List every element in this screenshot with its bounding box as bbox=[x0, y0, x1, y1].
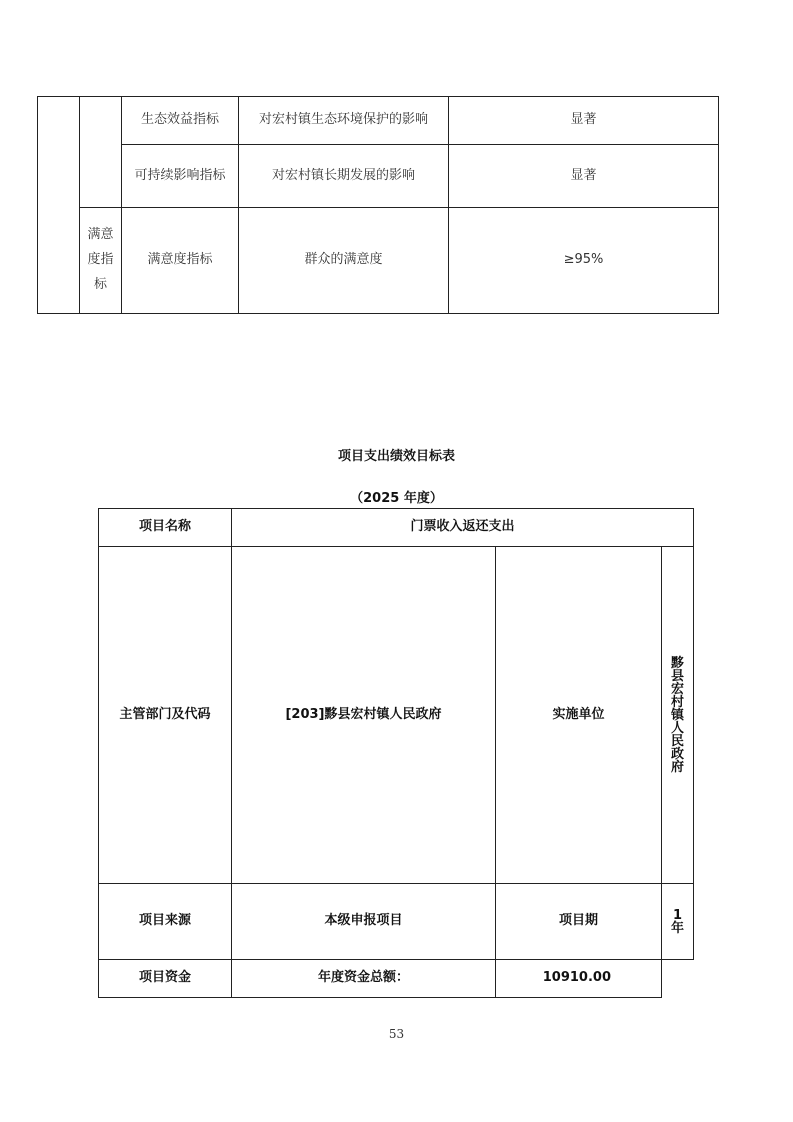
project-name-value: 门票收入返还支出 bbox=[232, 509, 694, 547]
vertical-char: 府 bbox=[671, 759, 685, 775]
vertical-char: 村 bbox=[671, 694, 685, 710]
fund-label: 项目资金 bbox=[99, 960, 232, 998]
vertical-char: 镇 bbox=[671, 707, 685, 723]
period-label: 项目期 bbox=[496, 884, 662, 960]
project-name-label: 项目名称 bbox=[99, 509, 232, 547]
period-value bbox=[662, 884, 694, 960]
indicator-table bbox=[37, 96, 719, 314]
performance-target-table bbox=[98, 508, 694, 998]
dept-value: [203]黟县宏村镇人民政府 bbox=[232, 547, 496, 884]
period-vertical-text bbox=[662, 909, 693, 935]
vertical-char: 黟 bbox=[671, 655, 685, 671]
blank-category-cell bbox=[80, 97, 122, 208]
category-cell bbox=[80, 208, 122, 314]
vertical-char: 县 bbox=[671, 668, 685, 684]
impl-unit-label: 实施单位 bbox=[496, 547, 662, 884]
blank-cell bbox=[662, 960, 694, 998]
vertical-char: 1 bbox=[672, 907, 683, 923]
indicator-cell: 对宏村镇生态环境保护的影响 bbox=[239, 97, 449, 145]
satisfaction-category: 满意度指标 bbox=[87, 227, 114, 292]
fund-total-label: 年度资金总额： bbox=[232, 960, 496, 998]
sub-category-cell: 生态效益指标 bbox=[122, 97, 239, 145]
dept-label: 主管部门及代码 bbox=[99, 547, 232, 884]
page-number: 53 bbox=[388, 1027, 405, 1041]
impl-unit-value bbox=[662, 547, 694, 884]
left-blank-cell bbox=[38, 97, 80, 314]
fund-total-value: 10910.00 bbox=[496, 960, 662, 998]
source-label: 项目来源 bbox=[99, 884, 232, 960]
vertical-char: 政 bbox=[671, 746, 685, 762]
source-value: 本级申报项目 bbox=[232, 884, 496, 960]
form-year: （2025 年度） bbox=[350, 491, 443, 506]
vertical-char: 年 bbox=[671, 920, 685, 936]
value-cell: ≥95% bbox=[449, 208, 719, 314]
sub-category-cell: 满意度指标 bbox=[122, 208, 239, 314]
vertical-char: 民 bbox=[671, 733, 685, 749]
indicator-cell: 对宏村镇长期发展的影响 bbox=[239, 145, 449, 208]
sub-category-cell: 可持续影响指标 bbox=[122, 145, 239, 208]
vertical-char: 宏 bbox=[671, 681, 685, 697]
value-cell: 显著 bbox=[449, 145, 719, 208]
indicator-cell: 群众的满意度 bbox=[239, 208, 449, 314]
value-cell: 显著 bbox=[449, 97, 719, 145]
vertical-char: 人 bbox=[671, 720, 685, 736]
form-title: 项目支出绩效目标表 bbox=[337, 449, 455, 464]
impl-unit-vertical-text bbox=[662, 657, 693, 774]
